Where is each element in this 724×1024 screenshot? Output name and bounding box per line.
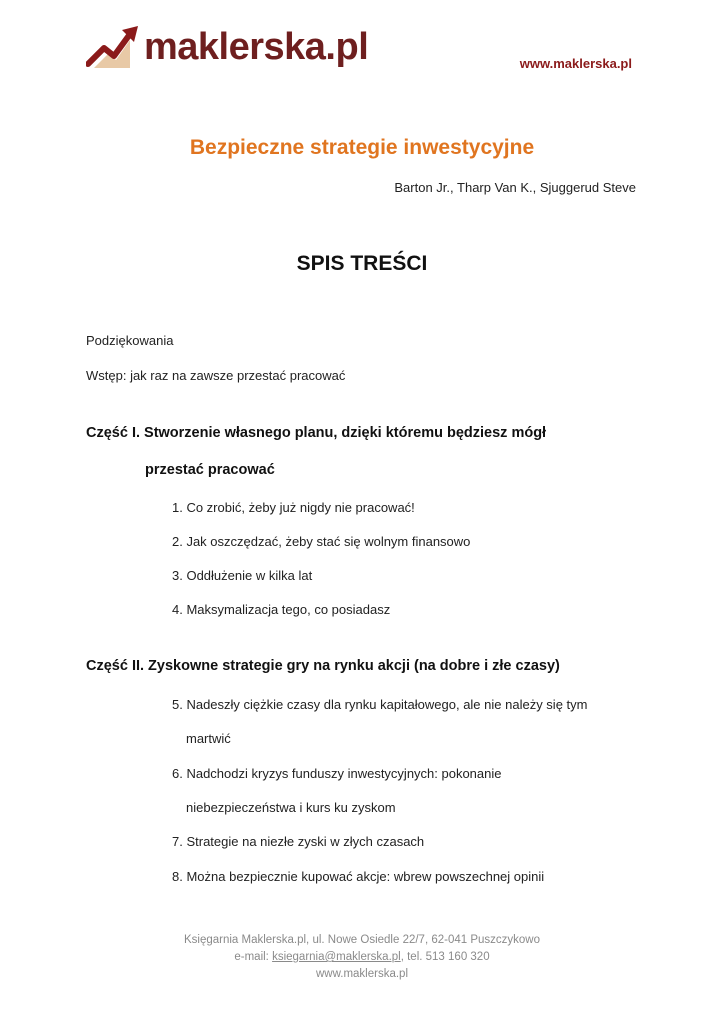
book-title: Bezpieczne strategie inwestycyjne [189, 136, 535, 159]
toc-chapter-8: 8. Można bezpiecznie kupować akcje: wbrew powszechnej opinii [172, 869, 545, 884]
footer-contact [0, 949, 724, 966]
footer-phone: , tel. 513 160 320 [400, 951, 490, 963]
toc-part-1-title: Część I. Stworzenie własnego planu, dzięki któremu będziesz mógł [86, 425, 547, 441]
toc-chapter-6-cont: niebezpieczeństwa i kurs ku zyskom [186, 800, 396, 815]
toc-entry-acknowledgements: Podziękowania [86, 333, 174, 348]
toc-chapter-5: 5. Nadeszły ciężkie czasy dla rynku kapitałowego, ale nie należy się tym [172, 697, 588, 712]
toc-chapter-7: 7. Strategie na niezłe zyski w złych czasach [172, 834, 425, 849]
rising-chart-arrow-icon [86, 24, 140, 70]
toc-chapter-2: 2. Jak oszczędzać, żeby stać się wolnym finansowo [172, 534, 471, 549]
toc-part-2-title: Część II. Zyskowne strategie gry na rynku akcji (na dobre i złe czasy) [86, 658, 560, 674]
toc-entry-introduction: Wstęp: jak raz na zawsze przestać pracować [86, 368, 346, 383]
toc-part-1-title-cont: przestać pracować [145, 462, 275, 478]
footer-url[interactable]: www.maklerska.pl [315, 968, 409, 980]
logo-text: maklerska.pl [144, 26, 369, 68]
footer-email-link[interactable]: ksiegarnia@maklerska.pl [272, 951, 401, 963]
toc-chapter-1: 1. Co zrobić, żeby już nigdy nie pracować! [172, 500, 415, 515]
footer [0, 932, 724, 983]
logo [86, 24, 368, 70]
book-authors: Barton Jr., Tharp Van K., Sjuggerud Steve [394, 180, 636, 195]
toc-chapter-4: 4. Maksymalizacja tego, co posiadasz [172, 602, 391, 617]
toc-chapter-5-cont: martwić [186, 731, 231, 746]
footer-email-label: e-mail: [234, 951, 273, 963]
header-url[interactable]: www.maklerska.pl [519, 56, 632, 71]
toc-heading: SPIS TREŚCI [296, 252, 428, 275]
toc-chapter-3: 3. Oddłużenie w kilka lat [172, 568, 313, 583]
toc-chapter-6: 6. Nadchodzi kryzys funduszy inwestycyjnych: pokonanie [172, 766, 502, 781]
footer-address: Księgarnia Maklerska.pl, ul. Nowe Osiedle 22/7, 62-041 Puszczykowo [183, 934, 541, 946]
